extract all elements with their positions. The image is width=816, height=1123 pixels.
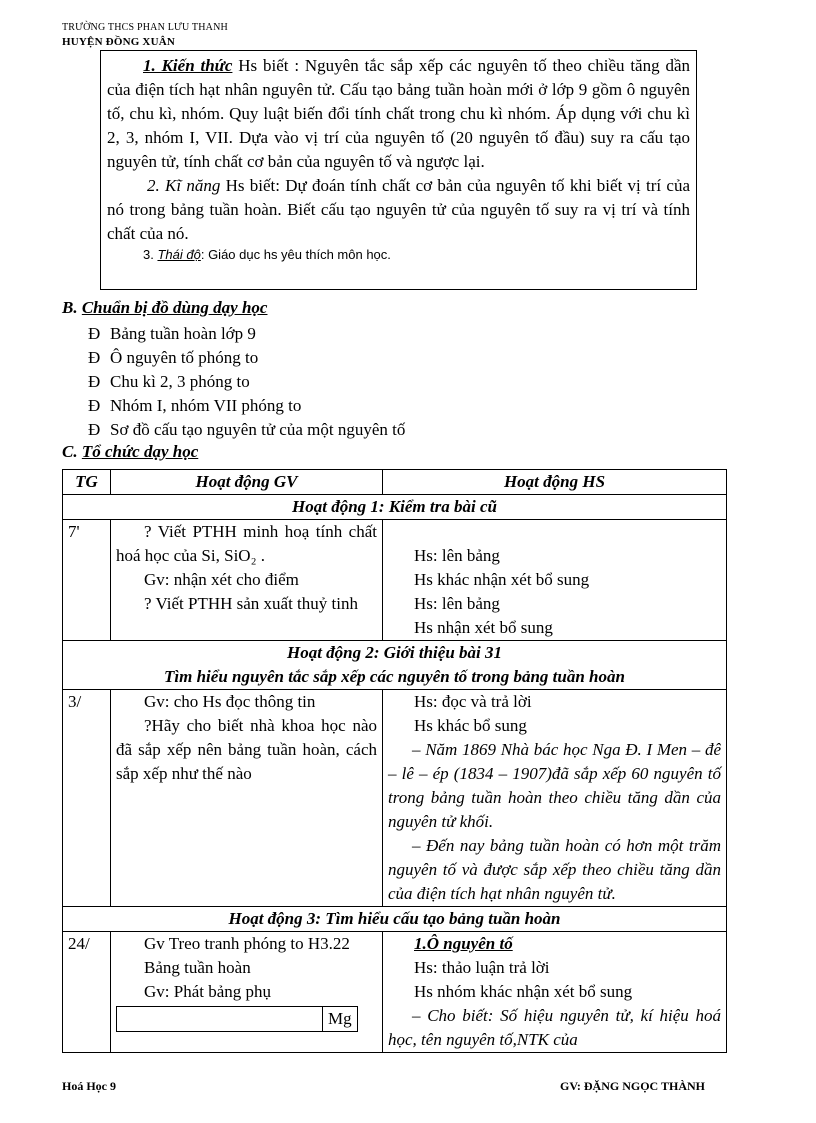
skills-text: Hs biết: Dự đoán tính chất cơ bản của nguyên tố khi biết vị trí của nó trong bảng tuần hoàn. Biết cấu tạo nguyên tử của nguyên tố suy ra vị trí và tính chất của nó. bbox=[107, 176, 691, 243]
activity-1-title: Hoạt động 1: Kiểm tra bài cũ bbox=[63, 495, 727, 520]
gv-cell bbox=[111, 690, 383, 907]
hs-cell bbox=[383, 520, 727, 641]
activity-2-subheading: Tìm hiểu nguyên tắc sắp xếp các nguyên tố trong bảng tuần hoàn bbox=[164, 667, 625, 686]
activity-title-row bbox=[63, 907, 727, 932]
school-name: TRƯỜNG THCS PHAN LƯU THANH bbox=[62, 22, 228, 33]
attitude-text: : Giáo dục hs yêu thích môn học. bbox=[200, 247, 391, 262]
header-gv: Hoạt động GV bbox=[111, 470, 383, 495]
bullet-icon: Đ bbox=[88, 372, 101, 391]
hs-line: Hs: đọc và trả lời bbox=[414, 692, 532, 711]
hs-line: Hs: lên bảng bbox=[414, 594, 500, 613]
spacer bbox=[388, 520, 721, 544]
hs-line: Hs khác bổ sung bbox=[414, 716, 527, 735]
skills-paragraph bbox=[107, 174, 690, 246]
knowledge-label: 1. Kiến thức bbox=[143, 56, 233, 75]
gv-line: ? Viết PTHH sản xuất thuỷ tinh bbox=[144, 594, 358, 613]
bullet-icon: Đ bbox=[88, 348, 101, 367]
list-item bbox=[88, 418, 405, 442]
bullet-icon: Đ bbox=[88, 396, 101, 415]
hs-line: Hs nhóm khác nhận xét bổ sung bbox=[414, 982, 633, 1001]
attitude-paragraph bbox=[143, 246, 690, 264]
hs-subtitle: 1.Ô nguyên tố bbox=[414, 934, 513, 953]
mini-empty-cell bbox=[117, 1007, 323, 1032]
attitude-num: 3. bbox=[143, 247, 158, 262]
hs-cell bbox=[383, 932, 727, 1053]
hs-line: – Đến nay bảng tuần hoàn có hơn một trăm nguyên tố và được sắp xếp theo chiều tăng dần của điện tích hạt nhân nguyên tử. bbox=[388, 836, 721, 903]
header-hs: Hoạt động HS bbox=[383, 470, 727, 495]
activity-title-row bbox=[63, 641, 727, 690]
activity-title-row bbox=[63, 495, 727, 520]
section-b-title bbox=[62, 298, 267, 318]
activity-3-title: Hoạt động 3: Tìm hiểu cấu tạo bảng tuần hoàn bbox=[63, 907, 727, 932]
list-item-text: Ô nguyên tố phóng to bbox=[110, 348, 259, 367]
section-c-prefix: C. bbox=[62, 442, 82, 461]
list-item-text: Bảng tuần hoàn lớp 9 bbox=[110, 324, 256, 343]
list-item bbox=[88, 322, 405, 346]
hs-line: – Cho biết: Số hiệu nguyên tử, kí hiệu hoá học, tên nguyên tố,NTK của bbox=[388, 1006, 721, 1049]
lesson-table bbox=[62, 469, 727, 1053]
table-row bbox=[63, 690, 727, 907]
objectives-box bbox=[100, 50, 697, 290]
knowledge-paragraph bbox=[107, 54, 690, 174]
hs-line: – Năm 1869 Nhà bác học Nga Đ. I Men – đê – lê – ép (1834 – 1907)đã sắp xếp 60 nguyên tố trong bảng tuần hoàn theo chiều tăng dần của nguyên tử khối. bbox=[388, 740, 721, 831]
time-cell: 24/ bbox=[63, 932, 111, 1053]
mini-symbol-cell: Mg bbox=[323, 1007, 358, 1032]
section-c-heading: Tổ chức dạy học bbox=[81, 442, 199, 461]
gv-line: Gv: Phát bảng phụ bbox=[144, 982, 272, 1001]
gv-cell bbox=[111, 932, 383, 1053]
bullet-icon: Đ bbox=[88, 324, 101, 343]
materials-list bbox=[88, 322, 405, 442]
gv-cell bbox=[111, 520, 383, 641]
gv-line: Gv: cho Hs đọc thông tin bbox=[144, 692, 316, 711]
time-cell: 7' bbox=[63, 520, 111, 641]
hs-line: Hs nhận xét bổ sung bbox=[414, 618, 553, 637]
table-header-row bbox=[63, 470, 727, 495]
gv-line: Bảng tuần hoàn bbox=[144, 958, 251, 977]
list-item-text: Chu kì 2, 3 phóng to bbox=[110, 372, 250, 391]
list-item bbox=[88, 370, 405, 394]
list-item-text: Nhóm I, nhóm VII phóng to bbox=[110, 396, 302, 415]
footer-subject: Hoá Học 9 bbox=[62, 1079, 116, 1093]
table-row bbox=[63, 932, 727, 1053]
list-item-text: Sơ đồ cấu tạo nguyên tử của một nguyên tố bbox=[110, 420, 406, 439]
district-name: HUYỆN ĐỒNG XUÂN bbox=[62, 36, 175, 48]
gv-line: ?Hãy cho biết nhà khoa học nào đã sắp xếp nên bảng tuần hoàn, cách sắp xếp như thế nào bbox=[116, 716, 377, 783]
table-row bbox=[63, 520, 727, 641]
gv-line: ? Viết PTHH minh hoạ tính chất hoá học của Si, SiO₂ . bbox=[116, 522, 377, 565]
bullet-icon: Đ bbox=[88, 420, 101, 439]
gv-line: Gv: nhận xét cho điểm bbox=[144, 570, 299, 589]
attitude-label: Thái độ bbox=[157, 247, 201, 262]
hs-line: Hs khác nhận xét bổ sung bbox=[414, 570, 590, 589]
footer-teacher: GV: ĐẶNG NGỌC THÀNH bbox=[560, 1079, 706, 1093]
skills-label: 2. Kĩ năng bbox=[147, 176, 221, 195]
list-item bbox=[88, 346, 405, 370]
activity-2-title bbox=[63, 641, 727, 690]
list-item bbox=[88, 394, 405, 418]
hs-line: Hs: thảo luận trả lời bbox=[414, 958, 550, 977]
gv-line: Gv Treo tranh phóng to H3.22 bbox=[144, 934, 350, 953]
knowledge-text: Hs biết : Nguyên tắc sắp xếp các nguyên tố theo chiều tăng dần của điện tích hạt nhân nguyên tử. Cấu tạo bảng tuần hoàn mới ở lớp 9 gồm ô nguyên tố, chu kì, nhóm. Quy luật biến đổi tính chất trong chu kì nhóm. Áp dụng với chu kì 2, 3, nhóm I, VII. Dựa vào vị trí của nguyên tố (20 nguyên tố đầu) suy ra cấu tạo nguyên tử, tính chất cơ bản của nguyên tố và ngược lại. bbox=[107, 56, 690, 171]
element-box-mini-table bbox=[116, 1006, 358, 1032]
time-cell: 3/ bbox=[63, 690, 111, 907]
hs-line: Hs: lên bảng bbox=[414, 546, 500, 565]
activity-2-heading: Hoạt động 2: Giới thiệu bài 31 bbox=[286, 643, 503, 662]
hs-cell bbox=[383, 690, 727, 907]
section-c-title bbox=[62, 442, 198, 462]
section-b-heading: Chuẩn bị đồ dùng dạy học bbox=[81, 298, 268, 317]
section-b-prefix: B. bbox=[62, 298, 82, 317]
header-tg: TG bbox=[63, 470, 111, 495]
